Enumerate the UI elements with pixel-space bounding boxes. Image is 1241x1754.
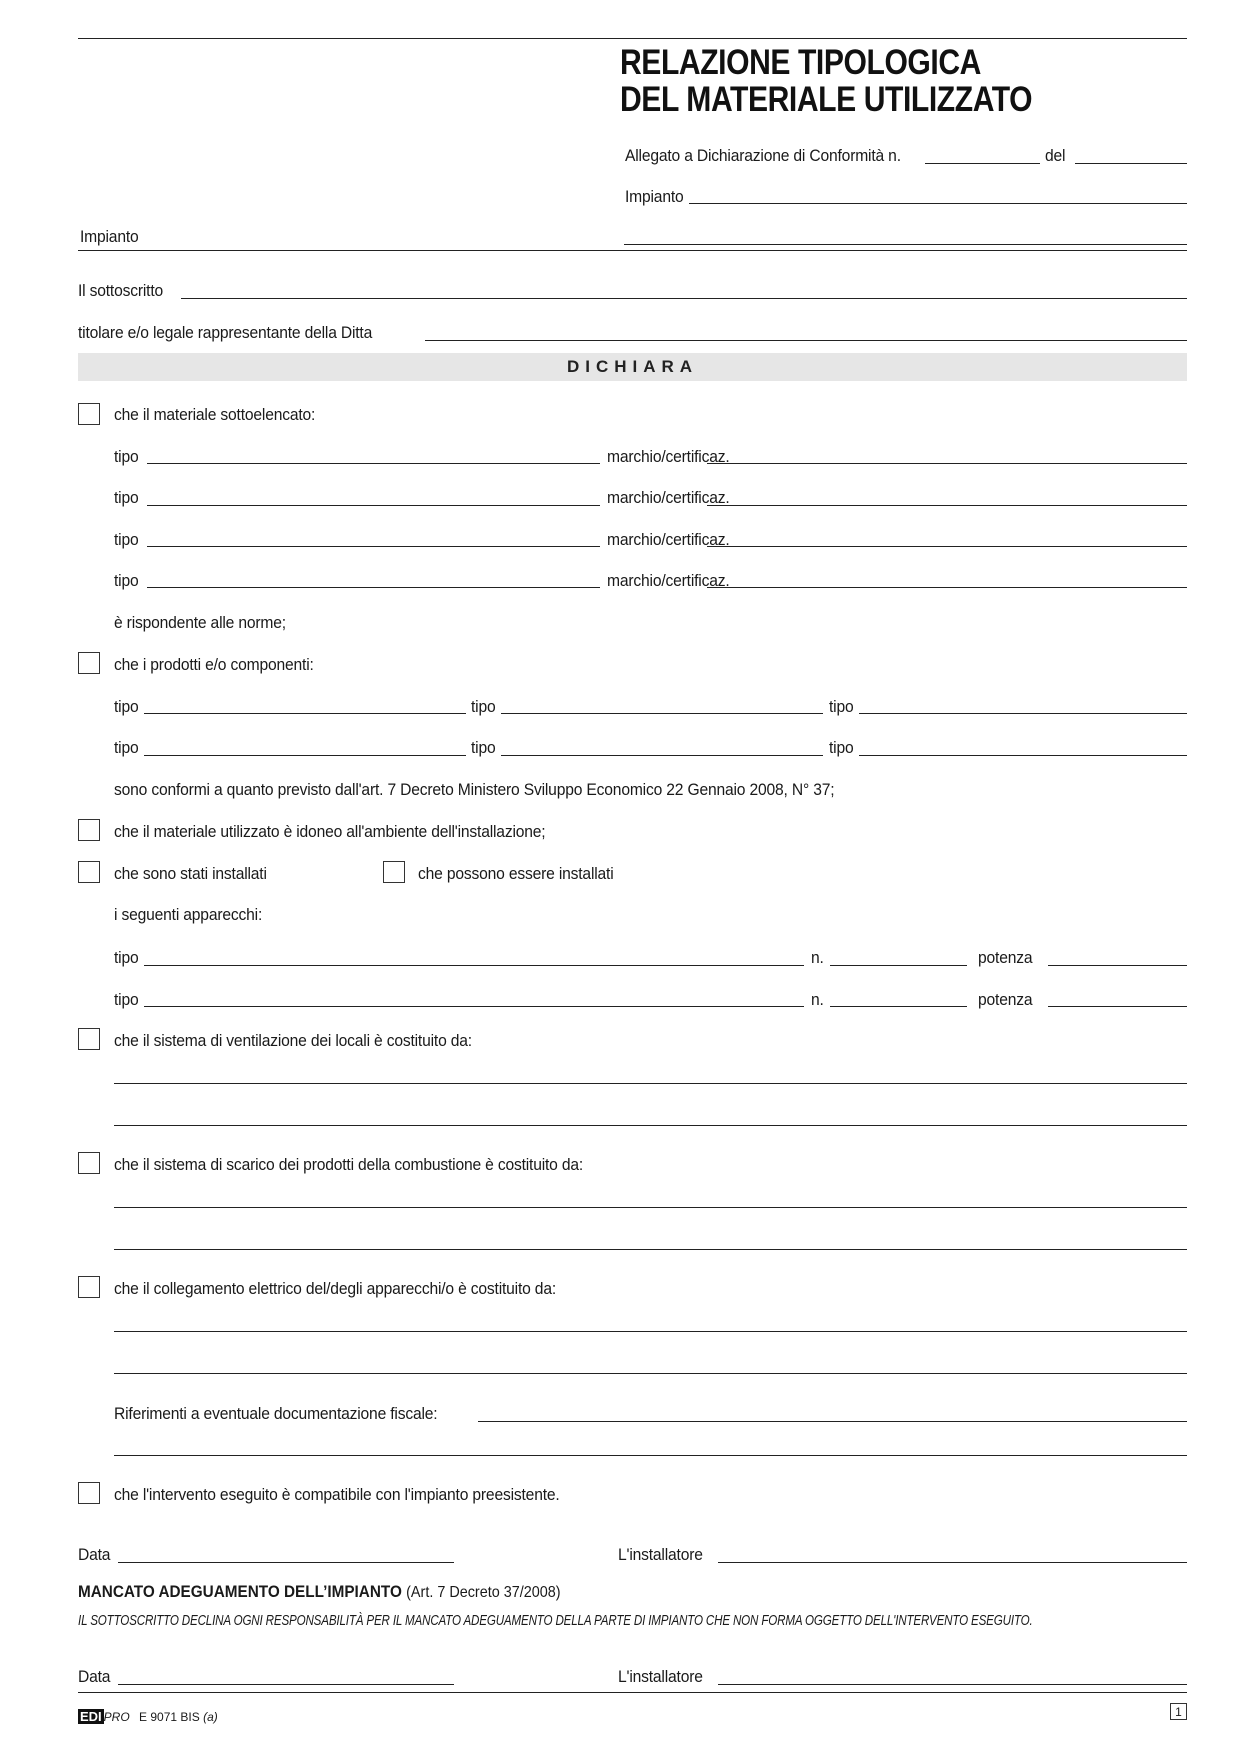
impianto-left-underline[interactable] [78, 250, 1187, 251]
ventilazione-line-2[interactable] [114, 1125, 1187, 1126]
apparecchi-potenza-label-1: potenza [978, 948, 1033, 967]
signature2-installatore-label: L'installatore [618, 1667, 703, 1686]
mancato-heading-row [78, 1582, 561, 1602]
materiale-marchio-field-3[interactable] [707, 546, 1187, 547]
prodotti-r2-c2-label: tipo [471, 738, 496, 757]
apparecchi-n-field-2[interactable] [830, 1006, 967, 1007]
checkbox-elettrico[interactable] [78, 1276, 100, 1298]
footer-brand [78, 1709, 218, 1724]
apparecchi-tipo-label-1: tipo [114, 948, 139, 967]
impianto-right-field[interactable] [689, 203, 1187, 204]
materiale-marchio-label-4: marchio/certificaz. [607, 571, 730, 590]
checkbox-idoneo[interactable] [78, 819, 100, 841]
prodotti-r2-c1-field[interactable] [144, 755, 466, 756]
possono-installati-label: che possono essere installati [418, 864, 614, 883]
dichiara-band [78, 353, 1187, 381]
checkbox-materiale[interactable] [78, 403, 100, 425]
materiale-closing-text: è rispondente alle norme; [114, 613, 286, 632]
mancato-reference: (Art. 7 Decreto 37/2008) [406, 1584, 561, 1601]
apparecchi-potenza-field-2[interactable] [1048, 1006, 1187, 1007]
checkbox-scarico[interactable] [78, 1152, 100, 1174]
ventilazione-label: che il sistema di ventilazione dei locali è costituito da: [114, 1031, 472, 1050]
apparecchi-tipo-field-2[interactable] [144, 1006, 804, 1007]
bottom-rule [78, 1692, 1187, 1693]
materiale-tipo-label-1: tipo [114, 447, 139, 466]
prodotti-r1-c3-label: tipo [829, 697, 854, 716]
materiale-marchio-label-1: marchio/certificaz. [607, 447, 730, 466]
apparecchi-n-field-1[interactable] [830, 965, 967, 966]
signature1-data-field[interactable] [118, 1562, 454, 1563]
materiale-tipo-label-2: tipo [114, 488, 139, 507]
dichiara-heading: DICHIARA [566, 357, 699, 376]
prodotti-r2-c1-label: tipo [114, 738, 139, 757]
apparecchi-tipo-label-2: tipo [114, 990, 139, 1009]
materiale-label: che il materiale sottoelencato: [114, 405, 316, 424]
mancato-disclaimer: IL SOTTOSCRITTO DECLINA OGNI RESPONSABILITÀ PER IL MANCATO ADEGUAMENTO DELLA PARTE DI IMPIANTO CHE NON FORMA OGGETTO DELL'INTERVENTO ESEGUITO. [78, 1613, 1033, 1629]
elettrico-line-1[interactable] [114, 1331, 1187, 1332]
prodotti-r1-c1-field[interactable] [144, 713, 466, 714]
riferimenti-line-2[interactable] [114, 1455, 1187, 1456]
prodotti-r1-c2-label: tipo [471, 697, 496, 716]
prodotti-r2-c3-label: tipo [829, 738, 854, 757]
scarico-line-2[interactable] [114, 1249, 1187, 1250]
signature1-data-label: Data [78, 1545, 111, 1564]
materiale-tipo-field-3[interactable] [147, 546, 600, 547]
title-line-1: RELAZIONE TIPOLOGICA [620, 43, 981, 82]
materiale-tipo-label-3: tipo [114, 530, 139, 549]
titolare-field[interactable] [425, 340, 1187, 341]
installati-label: che sono stati installati [114, 864, 267, 883]
materiale-marchio-field-1[interactable] [707, 463, 1187, 464]
apparecchi-tipo-field-1[interactable] [144, 965, 804, 966]
signature2-data-label: Data [78, 1667, 111, 1686]
riferimenti-field[interactable] [478, 1421, 1187, 1422]
materiale-marchio-field-4[interactable] [707, 587, 1187, 588]
materiale-tipo-label-4: tipo [114, 571, 139, 590]
checkbox-installati[interactable] [78, 861, 100, 883]
impianto-right-label: Impianto [625, 187, 684, 206]
signature1-installatore-label: L'installatore [618, 1545, 703, 1564]
materiale-tipo-field-1[interactable] [147, 463, 600, 464]
mancato-heading: MANCATO ADEGUAMENTO DELL’IMPIANTO [78, 1582, 402, 1601]
materiale-marchio-label-2: marchio/certificaz. [607, 488, 730, 507]
prodotti-r2-c2-field[interactable] [501, 755, 823, 756]
sottoscritto-label: Il sottoscritto [78, 281, 164, 300]
form-code-suffix: (a) [203, 1710, 218, 1724]
title-line-2: DEL MATERIALE UTILIZZATO [620, 80, 1033, 119]
prodotti-closing-text: sono conformi a quanto previsto dall'art. 7 Decreto Ministero Sviluppo Economico 22 Gennaio 2008, N° 37; [114, 780, 835, 799]
apparecchi-potenza-label-2: potenza [978, 990, 1033, 1009]
allegato-label: Allegato a Dichiarazione di Conformità n. [625, 146, 901, 165]
page-number: 1 [1170, 1703, 1187, 1720]
apparecchi-n-label-2: n. [811, 990, 824, 1009]
titolare-label: titolare e/o legale rappresentante della Ditta [78, 323, 373, 342]
elettrico-line-2[interactable] [114, 1373, 1187, 1374]
elettrico-label: che il collegamento elettrico del/degli apparecchi/o è costituito da: [114, 1279, 557, 1298]
document-title [620, 44, 1032, 118]
prodotti-r1-c3-field[interactable] [859, 713, 1187, 714]
del-label: del [1045, 146, 1066, 165]
brand-pro-logo: PRO [103, 1710, 130, 1724]
materiale-tipo-field-2[interactable] [147, 505, 600, 506]
sottoscritto-field[interactable] [181, 298, 1187, 299]
signature2-installatore-field[interactable] [718, 1684, 1187, 1685]
materiale-marchio-field-2[interactable] [707, 505, 1187, 506]
ventilazione-line-1[interactable] [114, 1083, 1187, 1084]
apparecchi-n-label-1: n. [811, 948, 824, 967]
checkbox-possono-installati[interactable] [383, 861, 405, 883]
checkbox-ventilazione[interactable] [78, 1028, 100, 1050]
signature1-installatore-field[interactable] [718, 1562, 1187, 1563]
form-code: E 9071 BIS [139, 1710, 200, 1724]
checkbox-compatibile[interactable] [78, 1482, 100, 1504]
impianto-right-field-2[interactable] [624, 244, 1187, 245]
signature2-data-field[interactable] [118, 1684, 454, 1685]
idoneo-label: che il materiale utilizzato è idoneo all'ambiente dell'installazione; [114, 822, 546, 841]
apparecchi-intro: i seguenti apparecchi: [114, 905, 263, 924]
riferimenti-label: Riferimenti a eventuale documentazione fiscale: [114, 1404, 438, 1423]
prodotti-r2-c3-field[interactable] [859, 755, 1187, 756]
apparecchi-potenza-field-1[interactable] [1048, 965, 1187, 966]
impianto-left-label: Impianto [80, 227, 139, 246]
prodotti-r1-c1-label: tipo [114, 697, 139, 716]
allegato-number-field[interactable] [925, 163, 1040, 164]
brand-edi-logo: EDI [80, 1709, 102, 1724]
scarico-line-1[interactable] [114, 1207, 1187, 1208]
prodotti-r1-c2-field[interactable] [501, 713, 823, 714]
compatibile-label: che l'intervento eseguito è compatibile con l'impianto preesistente. [114, 1485, 560, 1504]
top-rule [78, 38, 1187, 39]
del-date-field[interactable] [1075, 163, 1187, 164]
prodotti-label: che i prodotti e/o componenti: [114, 655, 314, 674]
scarico-label: che il sistema di scarico dei prodotti della combustione è costituito da: [114, 1155, 584, 1174]
materiale-tipo-field-4[interactable] [147, 587, 600, 588]
checkbox-prodotti[interactable] [78, 652, 100, 674]
materiale-marchio-label-3: marchio/certificaz. [607, 530, 730, 549]
